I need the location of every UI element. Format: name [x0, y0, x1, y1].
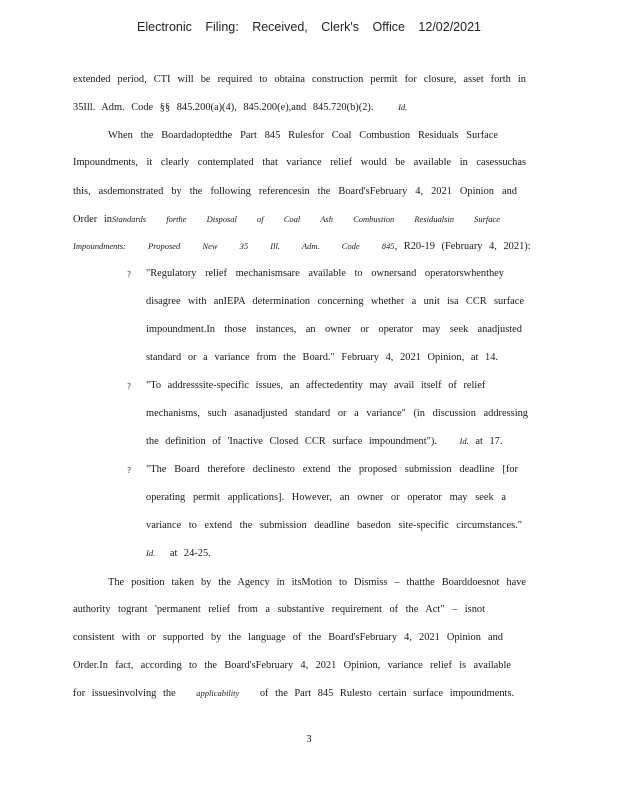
bullet1-line1: "Regulatory relief mechanismsare available to ownersand operatorswhenthey	[146, 268, 504, 279]
para3-line3: consistent with or supported by the language of the Board'sFebruary 4, 2021 Opinion and	[73, 632, 503, 643]
para3-line5-text: for issuesinvolving the	[73, 688, 176, 699]
bullet3-id-citation: Id.	[146, 548, 156, 558]
case-title-italic-cont: Impoundments: Proposed New 35 Ill. Adm. Code 845	[73, 241, 395, 251]
bullet2-line2: mechanisms, such asanadjusted standard or a variance" (in discussion addressing	[146, 408, 528, 419]
para2-line2: Impoundments, it clearly contemplated that variance relief would be available in casessuchas	[73, 157, 526, 168]
para2-line3: this, asdemonstrated by the following referencesin the Board'sFebruary 4, 2021 Opinion and	[73, 186, 517, 197]
bullet1-line3: impoundment.In those instances, an owner or operator may seek anadjusted	[146, 324, 522, 335]
para1-line1: extended period, CTI will be required to obtaina construction permit for closure, asset forth in	[73, 74, 526, 85]
applicability-italic: applicability	[196, 688, 240, 698]
para2-line4-text: Order in	[73, 214, 112, 225]
para3-line4: Order.In fact, according to the Board'sFebruary 4, 2021 Opinion, variance relief is available	[73, 660, 511, 671]
bullet-marker: ?	[127, 382, 132, 391]
bullet2-id-citation: Id.	[459, 436, 469, 446]
para2-line4	[73, 214, 500, 225]
bullet1-line2: disagree with anIEPA determination concerning whether a unit isa CCR surface	[146, 296, 524, 307]
bullet2-page-ref: at 17.	[475, 436, 503, 447]
para1-id-citation: Id.	[398, 102, 408, 112]
bullet-marker: ?	[127, 270, 132, 279]
bullet3-line4	[146, 548, 211, 559]
bullet3-page-ref: at 24-25.	[169, 548, 211, 559]
bullet3-line2: operating permit applications]. However, an owner or operator may seek a	[146, 492, 506, 503]
para1-line2	[73, 102, 407, 113]
para1-line2-text: 35Ill. Adm. Code §§ 845.200(a)(4), 845.200(e),and 845.720(b)(2).	[73, 102, 374, 113]
para2-line5-text: , R20-19 (February 4, 2021):	[394, 241, 531, 252]
filing-stamp-header: Electronic Filing: Received, Clerk's Office 12/02/2021	[137, 20, 481, 34]
para3-line1: The position taken by the Agency in itsMotion to Dismiss – thatthe Boarddoesnot have	[108, 577, 526, 588]
bullet3-line1: "The Board therefore declinesto extend the proposed submission deadline [for	[146, 464, 518, 475]
para3-line2: authority togrant 'permanent relief from a substantive requirement of the Act" – isnot	[73, 604, 485, 615]
para3-line5-end: of the Part 845 Rulesto certain surface impoundments.	[259, 688, 515, 699]
para2-line5	[73, 241, 531, 252]
bullet1-line4: standard or a variance from the Board." February 4, 2021 Opinion, at 14.	[146, 352, 498, 363]
case-title-italic: Standards forthe Disposal of Coal Ash Combustion Residualsin Surface	[111, 214, 501, 224]
bullet-marker: ?	[127, 466, 132, 475]
bullet2-line1: "To addresssite-specific issues, an affectedentity may avail itself of relief	[146, 380, 486, 391]
page-number: 3	[306, 734, 312, 745]
bullet3-line3: variance to extend the submission deadline basedon site-specific circumstances."	[146, 520, 522, 531]
para2-line1: When the Boardadoptedthe Part 845 Rulesfor Coal Combustion Residuals Surface	[108, 130, 498, 141]
bullet2-line3	[146, 436, 502, 447]
para3-line5	[73, 688, 514, 699]
bullet2-line3-text: the definition of 'Inactive Closed CCR surface impoundment").	[146, 436, 437, 447]
